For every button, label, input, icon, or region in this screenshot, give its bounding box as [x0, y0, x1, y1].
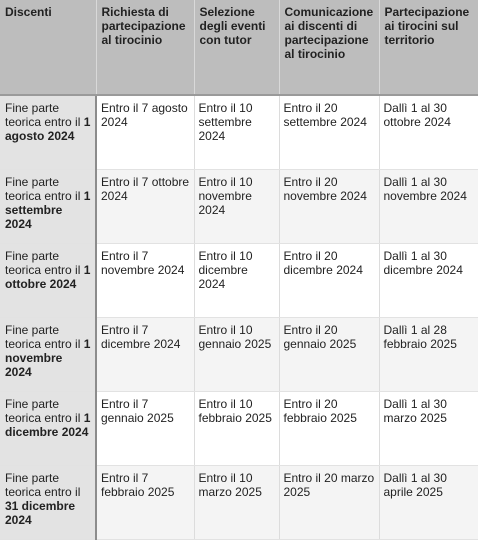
discenti-prefix: Fine parte teorica entro il	[5, 397, 84, 425]
header-discenti: Discenti	[0, 0, 96, 95]
discenti-prefix: Fine parte teorica entro il	[5, 175, 84, 203]
header-row	[0, 0, 478, 95]
selezione-cell: Entro il 10 dicembre 2024	[194, 244, 279, 318]
header-richiesta: Richiesta di partecipazione al tirocinio	[96, 0, 194, 95]
partecipazione-cell: Dallì 1 al 30 aprile 2025	[379, 466, 478, 540]
table-row	[0, 244, 478, 318]
partecipazione-cell: Dallì 1 al 28 febbraio 2025	[379, 318, 478, 392]
discenti-date: 1 novembre 2024	[5, 337, 91, 379]
discenti-date: 1 agosto 2024	[5, 115, 91, 143]
partecipazione-cell: Dallì 1 al 30 dicembre 2024	[379, 244, 478, 318]
header-partecipazione: Partecipazione ai tirocini sul territorio	[379, 0, 478, 95]
table-row	[0, 95, 478, 170]
discenti-cell	[0, 466, 96, 540]
discenti-cell	[0, 244, 96, 318]
discenti-cell	[0, 392, 96, 466]
richiesta-cell: Entro il 7 febbraio 2025	[96, 466, 194, 540]
comunicazione-cell: Entro il 20 febbraio 2025	[279, 392, 379, 466]
comunicazione-cell: Entro il 20 settembre 2024	[279, 95, 379, 170]
discenti-cell	[0, 95, 96, 170]
table-row	[0, 392, 478, 466]
header-selezione: Selezione degli eventi con tutor	[194, 0, 279, 95]
selezione-cell: Entro il 10 settembre 2024	[194, 95, 279, 170]
header-comunicazione: Comunicazione ai discenti di partecipazione al tirocinio	[279, 0, 379, 95]
discenti-prefix: Fine parte teorica entro il	[5, 101, 84, 129]
partecipazione-cell: Dallì 1 al 30 marzo 2025	[379, 392, 478, 466]
discenti-date: 1 ottobre 2024	[5, 263, 91, 291]
selezione-cell: Entro il 10 gennaio 2025	[194, 318, 279, 392]
selezione-cell: Entro il 10 novembre 2024	[194, 170, 279, 244]
discenti-date: 1 dicembre 2024	[5, 411, 91, 439]
partecipazione-cell: Dallì 1 al 30 novembre 2024	[379, 170, 478, 244]
table-row	[0, 170, 478, 244]
partecipazione-cell: Dallì 1 al 30 ottobre 2024	[379, 95, 478, 170]
richiesta-cell: Entro il 7 ottobre 2024	[96, 170, 194, 244]
comunicazione-cell: Entro il 20 gennaio 2025	[279, 318, 379, 392]
table-row	[0, 318, 478, 392]
richiesta-cell: Entro il 7 novembre 2024	[96, 244, 194, 318]
discenti-date: 31 dicembre 2024	[5, 499, 76, 527]
discenti-cell	[0, 318, 96, 392]
comunicazione-cell: Entro il 20 dicembre 2024	[279, 244, 379, 318]
discenti-date: 1 settembre 2024	[5, 189, 91, 231]
selezione-cell: Entro il 10 febbraio 2025	[194, 392, 279, 466]
discenti-prefix: Fine parte teorica entro il	[5, 249, 84, 277]
discenti-cell	[0, 170, 96, 244]
richiesta-cell: Entro il 7 dicembre 2024	[96, 318, 194, 392]
discenti-prefix: Fine parte teorica entro il	[5, 323, 84, 351]
selezione-cell: Entro il 10 marzo 2025	[194, 466, 279, 540]
richiesta-cell: Entro il 7 agosto 2024	[96, 95, 194, 170]
comunicazione-cell: Entro il 20 novembre 2024	[279, 170, 379, 244]
table-row	[0, 466, 478, 540]
comunicazione-cell: Entro il 20 marzo 2025	[279, 466, 379, 540]
discenti-prefix: Fine parte teorica entro il	[5, 471, 81, 499]
richiesta-cell: Entro il 7 gennaio 2025	[96, 392, 194, 466]
